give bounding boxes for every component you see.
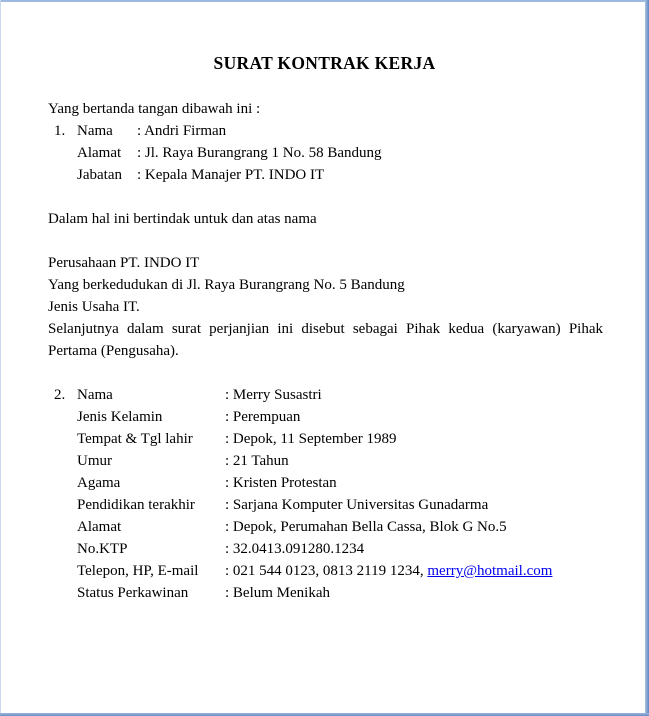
party2-label-jenis-kelamin: Jenis Kelamin (77, 409, 163, 425)
party2-label-agama: Agama (77, 475, 121, 491)
party1-value-jabatan: : Kepala Manajer PT. INDO IT (137, 167, 325, 183)
party2-label-telepon: Telepon, HP, E-mail (77, 563, 199, 579)
acting-text: Dalam hal ini bertindak untuk dan atas nama (48, 211, 317, 227)
party2-label-status: Status Perkawinan (77, 585, 189, 601)
party2-value-status: : Belum Menikah (225, 585, 330, 601)
document-title: SURAT KONTRAK KERJA (213, 53, 436, 73)
party2-value-ktp: : 32.0413.091280.1234 (225, 541, 365, 557)
party2-label-tempat-tgl-lahir: Tempat & Tgl lahir (77, 431, 193, 447)
party1-value-alamat: : Jl. Raya Burangrang 1 No. 58 Bandung (137, 145, 382, 161)
party1-value-nama: : Andri Firman (137, 123, 227, 139)
party1-label-jabatan: Jabatan (77, 167, 122, 183)
party2-label-pendidikan: Pendidikan terakhir (77, 497, 195, 513)
agreement-paragraph: Selanjutnya dalam surat perjanjian ini disebut sebagai Pihak kedua (karyawan) Pihak Pertama (Pengusaha). (48, 321, 603, 359)
party2-value-jenis-kelamin: : Perempuan (225, 409, 301, 425)
party2-value-nama: : Merry Susastri (225, 387, 322, 403)
company-line-address: Yang berkedudukan di Jl. Raya Burangrang No. 5 Bandung (48, 277, 405, 293)
party2-phone-numbers: : 021 544 0123, 0813 2119 1234, (225, 563, 428, 579)
party1-number: 1. (54, 123, 66, 139)
intro-text: Yang bertanda tangan dibawah ini : (48, 101, 261, 117)
party2-value-pendidikan: : Sarjana Komputer Universitas Gunadarma (225, 497, 489, 513)
party1-label-alamat: Alamat (77, 145, 122, 161)
party2-value-agama: : Kristen Protestan (225, 475, 337, 491)
party2-label-nama: Nama (77, 387, 113, 403)
party2-value-tempat-tgl-lahir: : Depok, 11 September 1989 (225, 431, 397, 447)
party2-number: 2. (54, 387, 66, 403)
party1-label-nama: Nama (77, 123, 113, 139)
company-line-business: Jenis Usaha IT. (48, 299, 140, 315)
party2-value-alamat: : Depok, Perumahan Bella Cassa, Blok G No.5 (225, 519, 507, 535)
window-right-border (645, 0, 649, 716)
party2-label-umur: Umur (77, 453, 112, 469)
party2-value-telepon (225, 560, 552, 582)
party2-value-umur: : 21 Tahun (225, 453, 289, 469)
party2-label-ktp: No.KTP (77, 541, 128, 557)
company-line-name: Perusahaan PT. INDO IT (48, 255, 200, 271)
party2-label-alamat: Alamat (77, 519, 122, 535)
email-link[interactable]: merry@hotmail.com (427, 563, 553, 579)
